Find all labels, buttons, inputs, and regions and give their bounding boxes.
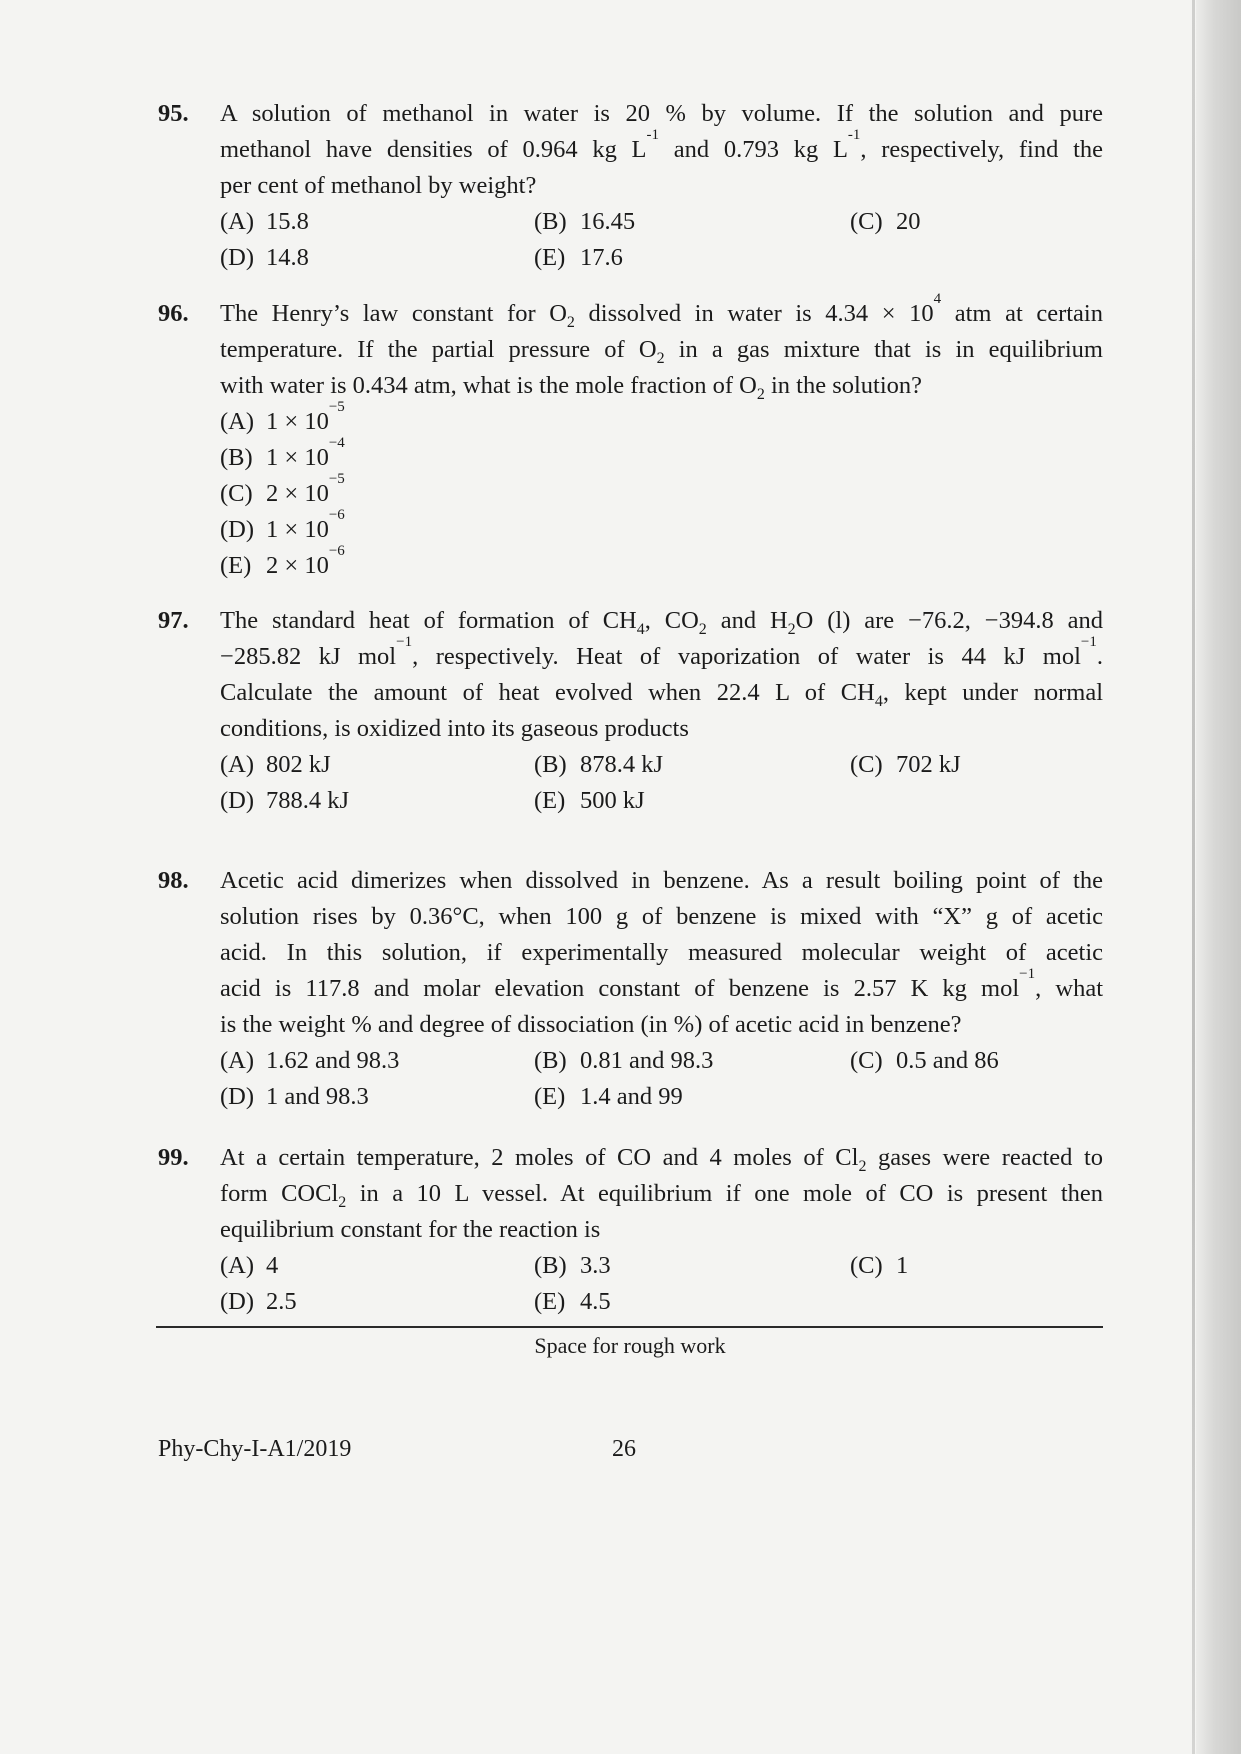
options-list [220, 399, 1103, 584]
option-label: (D) [220, 1288, 255, 1315]
option-text: 500 kJ [580, 787, 645, 814]
option-c [220, 471, 345, 512]
question-line: A solution of methanol in water is 20 % by volume. If the solution and pure [220, 100, 1103, 127]
question-line: with water is 0.434 atm, what is the mole fraction of $O_2$ in the solution? [220, 372, 923, 403]
option-text: $1 \times 10^{-5}$ [266, 399, 345, 435]
question-line: The standard heat of formation of $CH_4$, $CO_2$ and $H_2O$ (l) are −76.2, −394.8 and [220, 607, 1103, 638]
option-d [220, 507, 345, 548]
option-text: $2 \times 10^{-5}$ [266, 471, 345, 507]
option-label: (C) [850, 1252, 883, 1279]
option-label: (B) [534, 1252, 567, 1279]
option-text: 2.5 [266, 1288, 297, 1315]
option-b [534, 1043, 713, 1079]
question-98 [158, 863, 1103, 1115]
rough-work-label: Space for rough work [534, 1333, 726, 1358]
option-e [534, 1284, 611, 1320]
option-text: 1 [896, 1252, 909, 1279]
question-line: solution rises by 0.36°C, when 100 g of benzene is mixed with “X” g of acetic [220, 903, 1103, 930]
options-grid [220, 1248, 1103, 1320]
option-label: (C) [850, 208, 883, 235]
option-label: (A) [220, 1252, 255, 1279]
option-a [220, 399, 345, 440]
option-text: $1 \times 10^{-6}$ [266, 507, 345, 543]
page-edge-line [1192, 0, 1195, 1754]
question-line: Acetic acid dimerizes when dissolved in benzene. As a result boiling point of the [220, 867, 1103, 894]
option-a [220, 747, 331, 783]
option-text: 802 kJ [266, 751, 331, 778]
option-c [850, 747, 961, 783]
options-grid [220, 1043, 1103, 1115]
question-line: At a certain temperature, 2 moles of CO and 4 moles of $Cl_2$ gases were reacted to [220, 1144, 1103, 1175]
question-text [220, 96, 1103, 204]
option-d [220, 240, 309, 276]
option-label: (D) [220, 516, 255, 543]
question-text [220, 603, 1103, 747]
option-d [220, 1284, 297, 1320]
option-label: (C) [850, 751, 883, 778]
option-text: 3.3 [580, 1252, 611, 1279]
option-label: (C) [220, 480, 253, 507]
question-line: The Henry’s law constant for $O_2$ dissolved in water is $4.34 \times 10^4$ atm at certain [220, 291, 1103, 331]
option-text: $2 \times 10^{-6}$ [266, 543, 345, 579]
option-label: (E) [220, 552, 252, 579]
question-line: conditions, is oxidized into its gaseous products [220, 715, 689, 742]
option-label: (B) [534, 1047, 567, 1074]
option-label: (D) [220, 787, 255, 814]
question-line: acid. In this solution, if experimentally measured molecular weight of acetic [220, 939, 1103, 966]
option-label: (D) [220, 244, 255, 271]
option-b [534, 747, 663, 783]
question-line: −285.82 kJ mol$^{-1}$, respectively. Heat of vaporization of water is 44 kJ mol$^{-1}$. [220, 634, 1104, 670]
option-label: (B) [534, 751, 567, 778]
option-text: 0.81 and 98.3 [580, 1047, 714, 1074]
option-text: 16.45 [580, 208, 636, 235]
question-line: is the weight % and degree of dissociation (in %) of acetic acid in benzene? [220, 1011, 962, 1038]
option-text: 4.5 [580, 1288, 611, 1315]
option-text: 20 [896, 208, 921, 235]
option-label: (B) [534, 208, 567, 235]
question-number: 96. [158, 300, 189, 327]
question-line: per cent of methanol by weight? [220, 172, 537, 199]
option-text: 1 and 98.3 [266, 1083, 369, 1110]
paper-code: Phy-Chy-I-A1/2019 [158, 1436, 352, 1462]
option-b [534, 1248, 611, 1284]
option-label: (A) [220, 1047, 255, 1074]
option-text: 17.6 [580, 244, 623, 271]
option-e [220, 543, 345, 584]
option-text: 4 [266, 1252, 279, 1279]
question-line: methanol have densities of 0.964 kg $L^{-1}$ and 0.793 kg $L^{-1}$, respectively, find the [220, 127, 1104, 163]
option-label: (A) [220, 208, 255, 235]
question-number: 97. [158, 607, 189, 634]
option-label: (E) [534, 244, 566, 271]
question-number: 98. [158, 867, 189, 894]
question-99 [158, 1140, 1103, 1320]
question-text [220, 291, 1103, 404]
option-b [220, 435, 345, 476]
question-number: 95. [158, 100, 189, 127]
option-label: (B) [220, 444, 253, 471]
option-c [850, 1043, 999, 1079]
option-label: (C) [850, 1047, 883, 1074]
option-label: (A) [220, 408, 255, 435]
option-label: (E) [534, 787, 566, 814]
option-text: 15.8 [266, 208, 309, 235]
option-a [220, 204, 309, 240]
question-line: Calculate the amount of heat evolved when 22.4 L of $CH_4$, kept under normal [220, 679, 1103, 710]
option-label: (E) [534, 1083, 566, 1110]
option-b [534, 204, 635, 240]
question-line: temperature. If the partial pressure of $O_2$ in a gas mixture that is in equilibrium [220, 336, 1103, 367]
option-e [534, 1079, 683, 1115]
option-d [220, 783, 349, 819]
option-text: 0.5 and 86 [896, 1047, 999, 1074]
page-number: 26 [612, 1436, 636, 1462]
option-label: (E) [534, 1288, 566, 1315]
option-e [534, 783, 645, 819]
option-c [850, 1248, 908, 1284]
option-text: 1.62 and 98.3 [266, 1047, 400, 1074]
option-text: 14.8 [266, 244, 309, 271]
option-text: 878.4 kJ [580, 751, 664, 778]
question-text [220, 1140, 1103, 1248]
option-label: (D) [220, 1083, 255, 1110]
question-line: equilibrium constant for the reaction is [220, 1216, 601, 1243]
option-text: 702 kJ [896, 751, 961, 778]
question-text [220, 863, 1103, 1043]
question-97 [158, 603, 1103, 819]
question-line: form COCl$_2$ in a 10 L vessel. At equilibrium if one mole of CO is present then [220, 1180, 1103, 1211]
option-text: 788.4 kJ [266, 787, 350, 814]
question-line: acid is 117.8 and molar elevation constant of benzene is 2.57 K kg mol$^{-1}$, what [220, 966, 1104, 1002]
option-c [850, 204, 921, 240]
options-grid [220, 204, 1103, 276]
option-a [220, 1248, 278, 1284]
question-number: 99. [158, 1144, 189, 1171]
option-label: (A) [220, 751, 255, 778]
question-96 [158, 291, 1103, 584]
page-edge-shadow [1196, 0, 1241, 1754]
option-e [534, 240, 623, 276]
option-text: 1.4 and 99 [580, 1083, 683, 1110]
options-grid [220, 747, 1103, 819]
option-text: $1 \times 10^{-4}$ [266, 435, 345, 471]
question-95 [158, 96, 1103, 276]
option-d [220, 1079, 369, 1115]
option-a [220, 1043, 399, 1079]
